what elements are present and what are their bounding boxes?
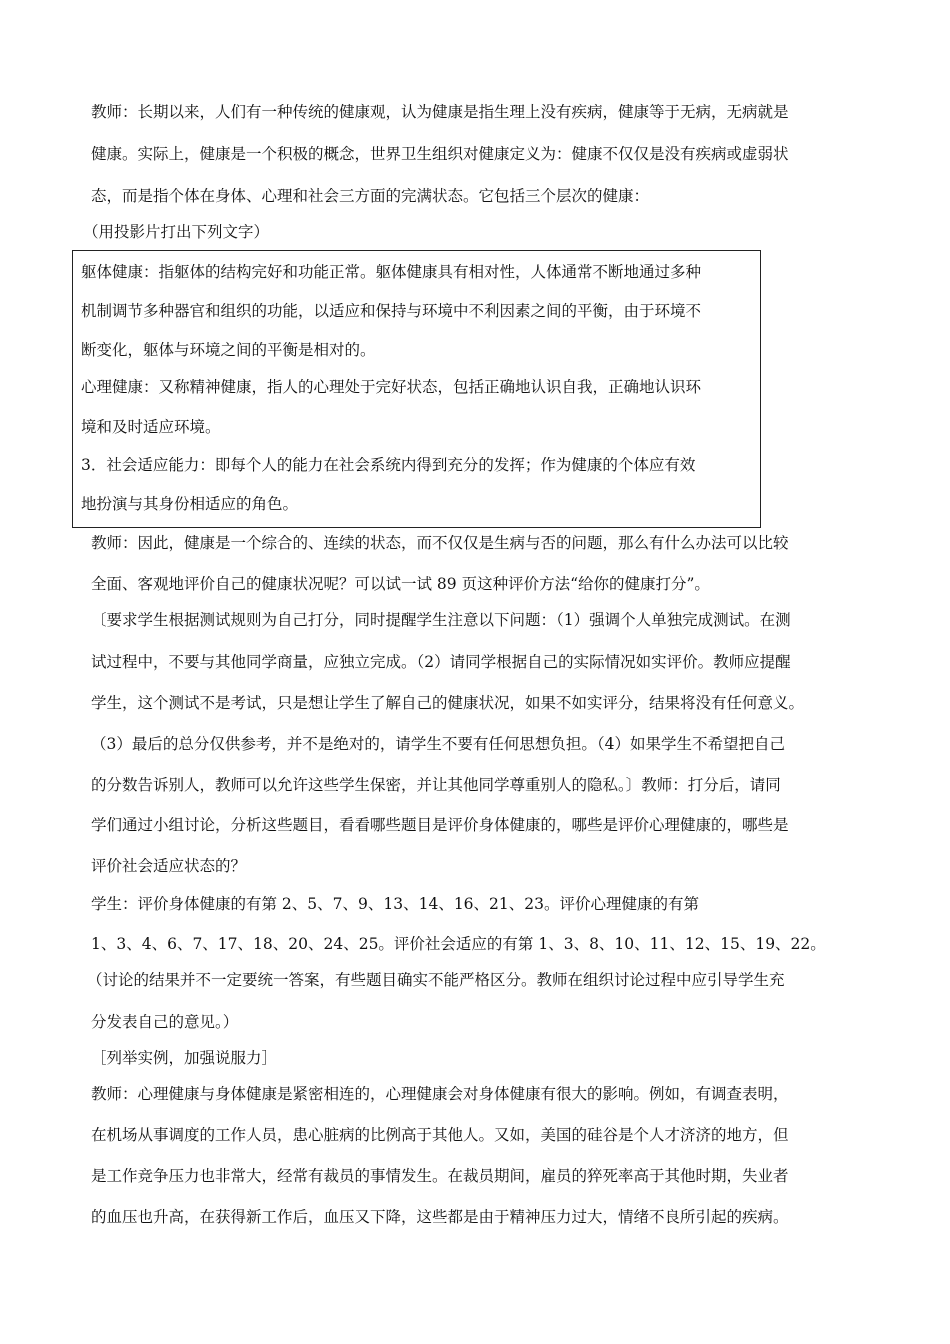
body-line: 1、3、4、6、7、17、18、20、24、25。评价社会适应的有第 1、3、8、10、11、12、15、19、22。 (91, 935, 826, 953)
body-line: 在机场从事调度的工作人员，患心脏病的比例高于其他人。又如，美国的硅谷是个人才济济的地方，但 (91, 1126, 789, 1144)
box-line: 断变化，躯体与环境之间的平衡是相对的。 (81, 341, 376, 359)
box-line: 地扮演与其身份相适应的角色。 (81, 495, 299, 513)
box-line: 境和及时适应环境。 (81, 418, 221, 436)
intro-line: 健康。实际上，健康是一个积极的概念，世界卫生组织对健康定义为：健康不仅仅是没有疾病或虚弱状 (91, 145, 789, 163)
body-line: 试过程中，不要与其他同学商量，应独立完成。（2）请同学根据自己的实际情况如实评价。教师应提醒 (91, 653, 791, 671)
body-line: 教师：心理健康与身体健康是紧密相连的，心理健康会对身体健康有很大的影响。例如，有调查表明， (91, 1085, 789, 1103)
intro-line: 态，而是指个体在身体、心理和社会三方面的完满状态。它包括三个层次的健康： (91, 187, 650, 205)
body-line: 分发表自己的意见。） (91, 1013, 239, 1031)
body-line: 是工作竞争压力也非常大，经常有裁员的事情发生。在裁员期间，雇员的猝死率高于其他时期，失业者 (91, 1167, 789, 1185)
body-line: 学生：评价身体健康的有第 2、5、7、9、13、14、16、21、23。评价心理健康的有第 (91, 895, 699, 913)
body-line: 学生，这个测试不是考试，只是想让学生了解自己的健康状况，如果不如实评分，结果将没有任何意义。 (91, 694, 805, 712)
projector-note: （用投影片打出下列文字） (83, 223, 270, 241)
intro-line: 教师：长期以来，人们有一种传统的健康观，认为健康是指生理上没有疾病，健康等于无病，无病就是 (91, 103, 789, 121)
body-line: 评价社会适应状态的？ (91, 857, 247, 875)
section-heading: ［列举实例，加强说服力］ (91, 1049, 278, 1067)
body-line: 的血压也升高，在获得新工作后，血压又下降，这些都是由于精神压力过大，情绪不良所引起的疾病。 (91, 1208, 789, 1226)
box-line: 心理健康：又称精神健康，指人的心理处于完好状态，包括正确地认识自我，正确地认识环 (81, 378, 702, 396)
body-line: （讨论的结果并不一定要统一答案，有些题目确实不能严格区分。教师在组织讨论过程中应引导学生充 (87, 971, 785, 989)
body-line: 全面、客观地评价自己的健康状况呢？可以试一试 89 页这种评价方法“给你的健康打分”。 (91, 575, 710, 593)
body-line: 〔要求学生根据测试规则为自己打分，同时提醒学生注意以下问题：（1）强调个人单独完成测试。在测 (91, 611, 791, 629)
body-line: 学们通过小组讨论，分析这些题目，看看哪些题目是评价身体健康的，哪些是评价心理健康的，哪些是 (91, 816, 789, 834)
body-line: 的分数告诉别人，教师可以允许这些学生保密，并让其他同学尊重别人的隐私。〕教师：打分后，请同 (91, 776, 781, 794)
box-line: 机制调节多种器官和组织的功能，以适应和保持与环境中不利因素之间的平衡，由于环境不 (81, 302, 702, 320)
body-line: （3）最后的总分仅供参考，并不是绝对的，请学生不要有任何思想负担。（4）如果学生不希望把自己 (91, 735, 785, 753)
box-line: 3．社会适应能力：即每个人的能力在社会系统内得到充分的发挥；作为健康的个体应有效 (81, 456, 696, 474)
box-line: 躯体健康：指躯体的结构完好和功能正常。躯体健康具有相对性，人体通常不断地通过多种 (81, 263, 702, 281)
body-line: 教师：因此，健康是一个综合的、连续的状态，而不仅仅是生病与否的问题，那么有什么办法可以比较 (91, 534, 789, 552)
